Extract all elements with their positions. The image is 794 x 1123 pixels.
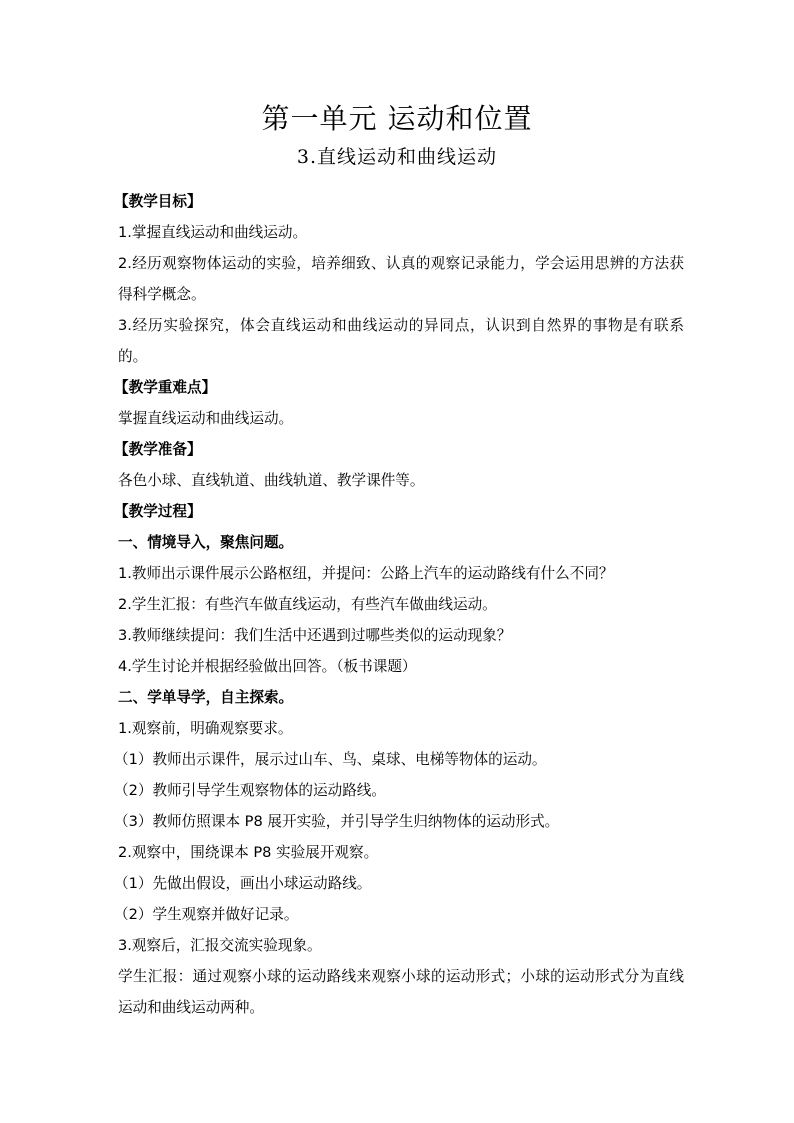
process-step: 1.教师出示课件展示公路枢纽，并提问：公路上汽车的运动路线有什么不同？ bbox=[118, 565, 614, 582]
objective-item: 2.经历观察物体运动的实验，培养细致、认真的观察记录能力，学会运用思辨的方法获得科学概念。 bbox=[118, 255, 684, 303]
objective-item: 3.经历实验探究，体会直线运动和曲线运动的异同点，认识到自然界的事物是有联系的。 bbox=[118, 317, 684, 365]
process-step: 2.观察中，围绕课本 P8 实验展开观察。 bbox=[118, 844, 379, 861]
student-report: 学生汇报：通过观察小球的运动路线来观察小球的运动形式；小球的运动形式分为直线运动和曲线运动两种。 bbox=[118, 968, 684, 1016]
process-substep: （2）学生观察并做好记录。 bbox=[114, 906, 299, 923]
process-step: 3.教师继续提问：我们生活中还遇到过哪些类似的运动现象？ bbox=[118, 627, 512, 644]
process-heading: 【教学过程】 bbox=[114, 503, 202, 520]
unit-title: 第一单元 运动和位置 bbox=[261, 102, 533, 135]
preparation-heading: 【教学准备】 bbox=[114, 441, 202, 458]
process-substep: （1）先做出假设，画出小球运动路线。 bbox=[114, 875, 372, 892]
document-body bbox=[114, 186, 684, 1023]
preparation-text: 各色小球、直线轨道、曲线轨道、教学课件等。 bbox=[118, 472, 425, 489]
process-substep: （3）教师仿照课本 P8 展开实验，并引导学生归纳物体的运动形式。 bbox=[114, 813, 560, 830]
process-substep: （2）教师引导学生观察物体的运动路线。 bbox=[114, 782, 386, 799]
process-part2-title: 二、学单导学，自主探索。 bbox=[118, 689, 294, 706]
process-step: 1.观察前，明确观察要求。 bbox=[118, 720, 293, 737]
objective-item: 1.掌握直线运动和曲线运动。 bbox=[118, 224, 308, 241]
lesson-title: 3.直线运动和曲线运动 bbox=[296, 146, 498, 168]
objectives-heading: 【教学目标】 bbox=[114, 193, 202, 210]
key-points-heading: 【教学重难点】 bbox=[114, 379, 217, 396]
process-step: 2.学生汇报：有些汽车做直线运动，有些汽车做曲线运动。 bbox=[118, 596, 497, 613]
process-step: 4.学生讨论并根据经验做出回答。（板书课题） bbox=[118, 658, 417, 675]
process-substep: （1）教师出示课件，展示过山车、鸟、桌球、电梯等物体的运动。 bbox=[114, 751, 547, 768]
process-step: 3.观察后，汇报交流实验现象。 bbox=[118, 937, 322, 954]
process-part1-title: 一、情境导入，聚焦问题。 bbox=[118, 534, 294, 551]
key-points-text: 掌握直线运动和曲线运动。 bbox=[118, 410, 294, 427]
